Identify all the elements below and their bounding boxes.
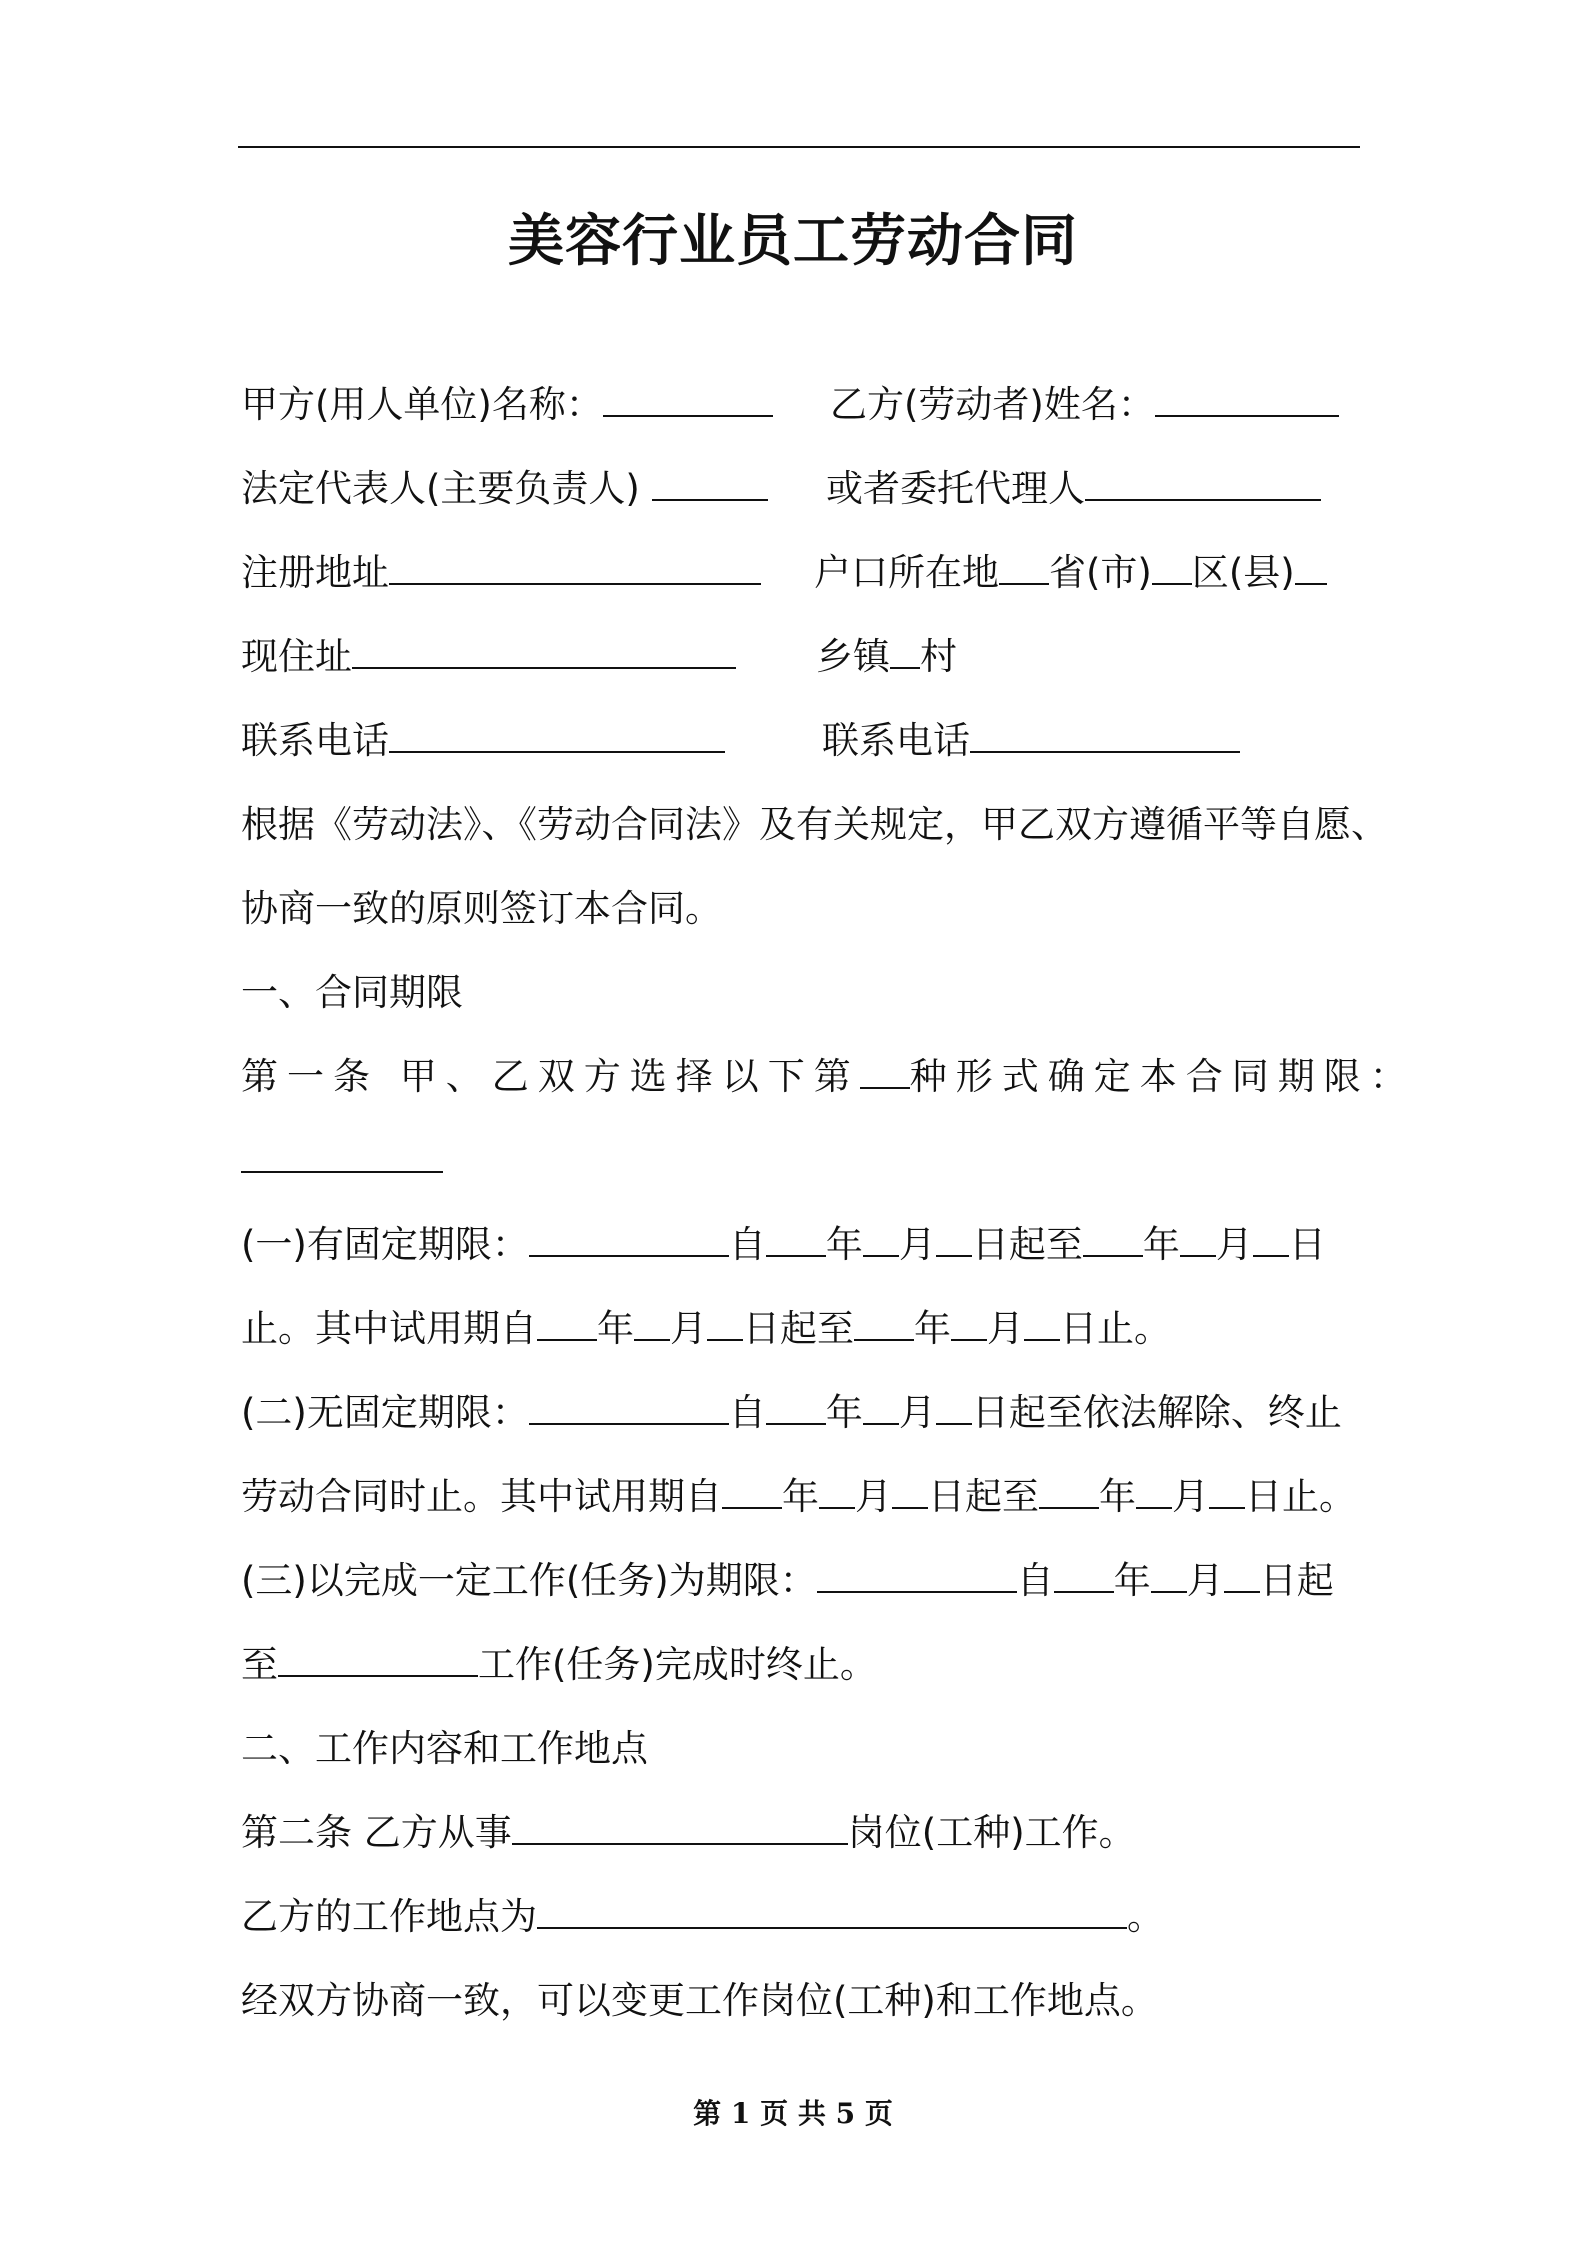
article1-answer-line	[241, 1136, 443, 1186]
town-label-a: 乡镇	[816, 635, 890, 678]
month-label: 月	[898, 1223, 936, 1266]
article1-text-b: 种形式确定本合同期限：	[909, 1055, 1416, 1098]
town-blank	[890, 633, 920, 669]
blank	[863, 1389, 899, 1425]
year-label: 年	[1099, 1475, 1136, 1518]
open-term-from: 自	[728, 1391, 766, 1434]
party-b-name-field	[830, 380, 1339, 430]
article1-text-a: 第一条 甲、乙双方选择以下第	[241, 1055, 860, 1098]
day-to-label: 日起至	[971, 1223, 1083, 1266]
blank	[892, 1473, 928, 1509]
article1-line	[241, 1052, 1416, 1102]
work-place-label: 乙方的工作地点为	[241, 1895, 537, 1938]
blank	[1180, 1221, 1216, 1257]
day-label: 日	[1288, 1223, 1326, 1266]
fixed-term-from: 自	[728, 1223, 766, 1266]
blank	[1136, 1473, 1172, 1509]
year-label: 年	[782, 1475, 819, 1518]
year-label: 年	[825, 1223, 863, 1266]
probation-label: 止。其中试用期自	[241, 1307, 537, 1350]
blank	[1151, 1557, 1187, 1593]
article1-form-blank	[860, 1053, 910, 1089]
year-label: 年	[914, 1307, 951, 1350]
fixed-term-blank	[529, 1221, 729, 1257]
current-address-field	[241, 632, 736, 682]
blank	[854, 1305, 914, 1341]
blank	[936, 1389, 972, 1425]
agent-field	[826, 464, 1321, 514]
reg-address-field	[241, 548, 761, 598]
open-term-line-2	[241, 1472, 1356, 1522]
blank	[819, 1473, 855, 1509]
task-term-line-1	[241, 1556, 1334, 1606]
page-footer: 第 1 页 共 5 页	[693, 2097, 893, 2130]
task-complete-label: 工作(任务)完成时终止。	[478, 1643, 877, 1686]
open-term-label: (二)无固定期限：	[241, 1391, 529, 1434]
task-term-line-2	[241, 1640, 877, 1690]
month-label: 月	[1215, 1223, 1253, 1266]
task-term-blank	[817, 1557, 1017, 1593]
blank	[1209, 1473, 1245, 1509]
article2-line	[241, 1808, 1136, 1858]
open-term-blank	[529, 1389, 729, 1425]
blank	[863, 1221, 899, 1257]
hukou-blank-a	[999, 549, 1049, 585]
legal-rep-blank	[652, 465, 768, 501]
current-address-label: 现住址	[241, 635, 352, 678]
blank	[951, 1305, 987, 1341]
year-label: 年	[1142, 1223, 1180, 1266]
phone-a-field	[241, 716, 725, 766]
job-position-blank	[512, 1809, 848, 1845]
blank	[1024, 1305, 1060, 1341]
party-b-name-blank	[1155, 381, 1339, 417]
blank	[1039, 1473, 1099, 1509]
hukou-label-b: 省(市)	[1049, 551, 1152, 594]
phone-b-blank	[970, 717, 1240, 753]
blank	[766, 1389, 826, 1425]
blank	[722, 1473, 782, 1509]
current-address-blank	[352, 633, 736, 669]
blank	[1253, 1221, 1289, 1257]
blank	[1054, 1557, 1114, 1593]
hukou-label-a: 户口所在地	[814, 551, 999, 594]
document-title: 美容行业员工劳动合同	[508, 209, 1078, 274]
day-to-label: 日起至	[928, 1475, 1039, 1518]
reg-address-blank	[389, 549, 761, 585]
intro-line-2: 协商一致的原则签订本合同。	[241, 887, 722, 930]
open-term-line-1	[241, 1388, 1342, 1438]
work-place-period: 。	[1127, 1895, 1164, 1938]
task-to-label: 至	[241, 1643, 278, 1686]
blank	[1224, 1557, 1260, 1593]
blank	[936, 1221, 972, 1257]
hukou-blank-c	[1295, 549, 1327, 585]
hukou-label-c: 区(县)	[1191, 551, 1295, 594]
blank	[707, 1305, 743, 1341]
header-rule	[238, 146, 1360, 148]
legal-rep-label: 法定代表人(主要负责人)	[241, 467, 640, 510]
fixed-term-line-1	[241, 1220, 1326, 1270]
legal-rep-field	[241, 464, 768, 514]
phone-a-blank	[389, 717, 725, 753]
day-end-label: 日止。	[1060, 1307, 1171, 1350]
article2-label: 第二条 乙方从事	[241, 1811, 512, 1854]
task-term-from: 自	[1016, 1559, 1054, 1602]
day-start-label: 日起	[1259, 1559, 1334, 1602]
blank	[537, 1305, 597, 1341]
day-end-label: 日止。	[1245, 1475, 1356, 1518]
month-label: 月	[898, 1391, 936, 1434]
section1-heading: 一、合同期限	[241, 971, 463, 1014]
section2-heading: 二、工作内容和工作地点	[241, 1727, 648, 1770]
phone-a-label: 联系电话	[241, 719, 389, 762]
party-b-name-label: 乙方(劳动者)姓名：	[830, 383, 1155, 426]
month-label: 月	[1172, 1475, 1209, 1518]
hukou-field	[814, 548, 1327, 598]
phone-b-label: 联系电话	[822, 719, 970, 762]
agent-label: 或者委托代理人	[826, 467, 1085, 510]
month-label: 月	[670, 1307, 707, 1350]
article1-answer-blank	[241, 1137, 443, 1173]
fixed-term-line-2	[241, 1304, 1171, 1354]
hukou-blank-b	[1152, 549, 1192, 585]
blank	[1083, 1221, 1143, 1257]
blank	[634, 1305, 670, 1341]
day-to-label: 日起至	[743, 1307, 854, 1350]
open-term-end-label: 日起至依法解除、终止	[971, 1391, 1342, 1434]
party-a-name-blank	[603, 381, 773, 417]
reg-address-label: 注册地址	[241, 551, 389, 594]
month-label: 月	[855, 1475, 892, 1518]
town-field	[816, 632, 957, 682]
work-place-line	[241, 1892, 1164, 1942]
fixed-term-label: (一)有固定期限：	[241, 1223, 529, 1266]
agent-blank	[1085, 465, 1321, 501]
month-label: 月	[987, 1307, 1024, 1350]
party-a-name-label: 甲方(用人单位)名称：	[241, 383, 603, 426]
town-label-b: 村	[920, 635, 957, 678]
work-place-blank	[537, 1893, 1127, 1929]
year-label: 年	[597, 1307, 634, 1350]
blank	[766, 1221, 826, 1257]
phone-b-field	[822, 716, 1240, 766]
party-a-name-field	[241, 380, 773, 430]
year-label: 年	[825, 1391, 863, 1434]
month-label: 月	[1186, 1559, 1224, 1602]
change-clause: 经双方协商一致，可以变更工作岗位(工种)和工作地点。	[241, 1979, 1158, 2022]
year-label: 年	[1113, 1559, 1151, 1602]
task-term-label: (三)以完成一定工作(任务)为期限：	[241, 1559, 817, 1602]
open-probation-label: 劳动合同时止。其中试用期自	[241, 1475, 722, 1518]
article2-suffix: 岗位(工种)工作。	[847, 1811, 1136, 1854]
intro-line-1: 根据《劳动法》、《劳动合同法》及有关规定，甲乙双方遵循平等自愿、	[241, 803, 1388, 846]
task-end-blank	[278, 1641, 478, 1677]
